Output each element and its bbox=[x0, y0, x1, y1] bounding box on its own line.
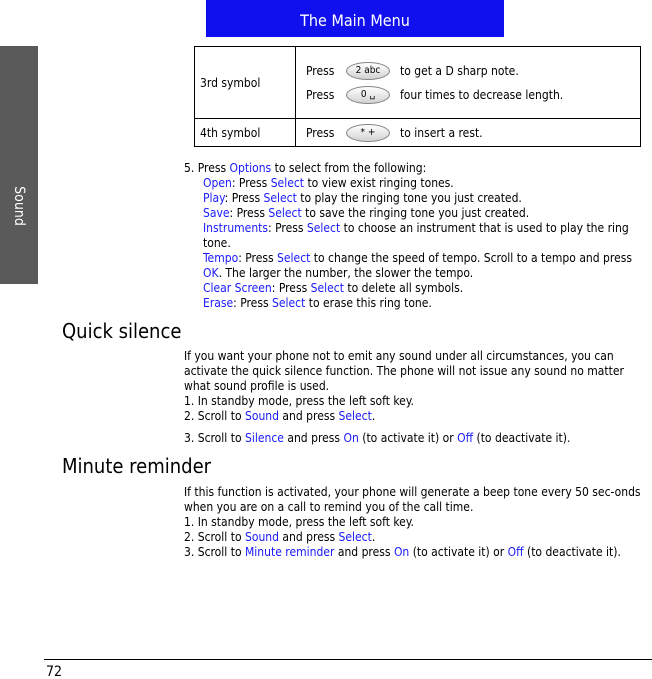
symbol-label: 3rd symbol bbox=[200, 75, 261, 90]
option-text: : Press bbox=[271, 281, 311, 295]
quick-silence-body bbox=[184, 349, 649, 446]
select-keyword: Select bbox=[263, 191, 297, 205]
minute-reminder-keyword: Minute reminder bbox=[244, 545, 335, 559]
instruction-text: to insert a rest. bbox=[400, 125, 483, 140]
off-keyword: Off bbox=[457, 431, 474, 445]
step-text: and press bbox=[283, 431, 344, 445]
option-text: to delete all symbols. bbox=[343, 281, 464, 295]
step-1: 1. In standby mode, press the left soft key. bbox=[184, 394, 414, 408]
option-text: : Press bbox=[229, 206, 269, 220]
step-text: 3. Scroll to bbox=[184, 431, 245, 445]
step-text: 5. Press bbox=[184, 161, 230, 175]
step-text: . bbox=[371, 409, 376, 423]
select-keyword: Select bbox=[277, 251, 311, 265]
select-keyword: Select bbox=[268, 206, 302, 220]
sound-keyword: Sound bbox=[244, 409, 279, 423]
step-text: and press bbox=[279, 530, 339, 544]
select-keyword: Select bbox=[270, 176, 305, 190]
option-item-save bbox=[184, 206, 644, 221]
off-keyword: Off bbox=[507, 545, 524, 559]
header-title: The Main Menu bbox=[300, 11, 410, 30]
section-intro: If this function is activated, your phone will generate a beep tone every 50 sec-onds when you are on a call to remind you of the call time. bbox=[184, 485, 641, 514]
option-item-instruments bbox=[184, 221, 644, 251]
symbol-label-cell bbox=[195, 119, 296, 147]
footer-divider bbox=[44, 659, 652, 660]
side-tab-sound bbox=[0, 46, 38, 284]
option-text: to change the speed of tempo. Scroll to a tempo and press bbox=[310, 251, 632, 265]
options-keyword: Options bbox=[229, 161, 272, 175]
select-keyword: Select bbox=[306, 221, 341, 235]
option-text: : Press bbox=[238, 251, 278, 265]
key-2-icon: 2 abc bbox=[346, 62, 390, 80]
sound-keyword: Sound bbox=[244, 530, 279, 544]
on-keyword: On bbox=[393, 545, 410, 559]
option-name: Clear Screen bbox=[203, 281, 272, 295]
option-name: Tempo bbox=[203, 251, 239, 265]
instruction-text: to get a D sharp note. bbox=[400, 63, 519, 78]
option-text: : Press bbox=[224, 191, 264, 205]
option-name: Instruments bbox=[203, 221, 269, 235]
select-keyword: Select bbox=[272, 296, 306, 310]
section-heading-quick-silence: Quick silence bbox=[62, 319, 182, 343]
section-intro: If you want your phone not to emit any sound under all circumstances, you can activate the quick silence function. The phone will not issue any sound no matter what sound profile is used. bbox=[184, 349, 624, 393]
step-text: 3. Scroll to bbox=[184, 545, 245, 559]
options-steps bbox=[184, 161, 644, 311]
option-text: to play the ringing tone you just created. bbox=[296, 191, 522, 205]
page-number: 72 bbox=[46, 664, 63, 679]
ok-keyword: OK bbox=[203, 266, 219, 280]
select-keyword: Select bbox=[338, 530, 372, 544]
option-text: to choose an instrument that is used to play the ring tone. bbox=[203, 221, 629, 250]
step-text: to select from the following: bbox=[271, 161, 427, 175]
option-text: : Press bbox=[231, 176, 271, 190]
step-text: (to deactivate it). bbox=[523, 545, 621, 559]
step-5 bbox=[184, 161, 644, 176]
key-0-icon: 0 ␣ bbox=[346, 86, 390, 104]
option-name: Erase bbox=[203, 296, 234, 310]
on-keyword: On bbox=[343, 431, 359, 445]
step-text: and press bbox=[279, 409, 339, 423]
step-text: and press bbox=[334, 545, 394, 559]
step-text: . bbox=[371, 530, 376, 544]
option-text: to view exist ringing tones. bbox=[304, 176, 454, 190]
step-1: 1. In standby mode, press the left soft key. bbox=[184, 515, 414, 529]
side-tab-label: Sound bbox=[11, 186, 27, 226]
option-text: : Press bbox=[233, 296, 272, 310]
step-text: (to deactivate it). bbox=[473, 431, 571, 445]
option-item-play bbox=[184, 191, 644, 206]
minute-reminder-body bbox=[184, 485, 649, 560]
option-text: . The larger the number, the slower the tempo. bbox=[218, 266, 474, 280]
option-item-erase bbox=[184, 296, 644, 311]
step-3 bbox=[184, 545, 649, 560]
table-row bbox=[195, 119, 641, 147]
option-name: Play bbox=[203, 191, 225, 205]
option-item-clear-screen bbox=[184, 281, 644, 296]
table-row bbox=[195, 47, 641, 119]
press-label: Press bbox=[306, 63, 335, 78]
step-2 bbox=[184, 530, 649, 545]
option-item-tempo bbox=[184, 251, 644, 281]
option-name: Save bbox=[203, 206, 230, 220]
header-banner bbox=[206, 0, 504, 37]
symbol-table bbox=[194, 46, 641, 147]
symbol-label-cell bbox=[195, 47, 296, 119]
silence-keyword: Silence bbox=[244, 431, 284, 445]
instruction-text: four times to decrease length. bbox=[400, 87, 564, 102]
step-text: 2. Scroll to bbox=[184, 530, 245, 544]
step-2 bbox=[184, 409, 649, 424]
step-3 bbox=[184, 431, 649, 446]
step-text: (to activate it) or bbox=[358, 431, 458, 445]
option-text: to erase this ring tone. bbox=[305, 296, 432, 310]
option-name: Open bbox=[203, 176, 232, 190]
select-keyword: Select bbox=[338, 409, 372, 423]
symbol-label: 4th symbol bbox=[200, 125, 261, 140]
option-text: : Press bbox=[268, 221, 307, 235]
press-label: Press bbox=[306, 87, 335, 102]
option-item-open bbox=[184, 176, 644, 191]
press-label: Press bbox=[306, 125, 335, 140]
symbol-instruction-cell bbox=[296, 47, 641, 119]
section-heading-minute-reminder: Minute reminder bbox=[62, 454, 212, 478]
key-star-icon: * + bbox=[346, 124, 390, 142]
step-text: 2. Scroll to bbox=[184, 409, 245, 423]
symbol-instruction-cell bbox=[296, 119, 641, 147]
step-text: (to activate it) or bbox=[409, 545, 508, 559]
option-text: to save the ringing tone you just created. bbox=[301, 206, 530, 220]
select-keyword: Select bbox=[310, 281, 344, 295]
